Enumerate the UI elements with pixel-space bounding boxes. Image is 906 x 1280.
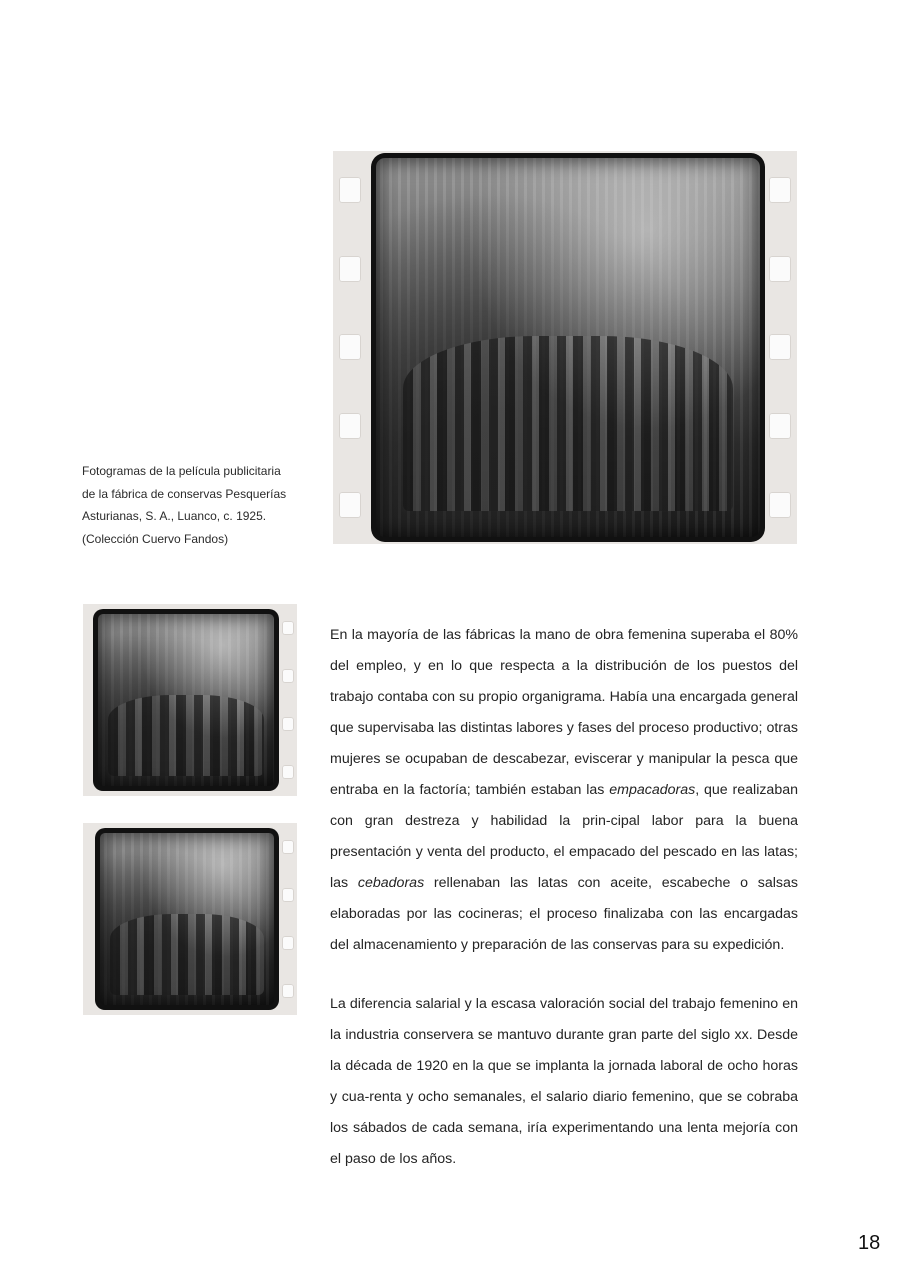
workers-silhouettes [403,336,734,511]
body-text [330,620,798,1175]
film-sprockets-right [765,151,795,544]
page-number: 18 [858,1232,881,1254]
film-still-bottom [83,823,297,1015]
caption-line: de la fábrica de conservas Pesquerías [82,486,287,501]
text-span: rellenaban las latas con aceite, escabeche o salsas elaboradas por las cocineras; el proceso finalizaba con las encargadas del almacenamiento y preparación de las conservas para su expedición. [330,875,799,953]
paragraph-2: La diferencia salarial y la escasa valoración social del trabajo femenino en la industria conservera se mantuvo durante gran parte del siglo xx. Desde la década de 1920 en la que se implanta la jornada laboral de ocho horas y cua-renta y ocho semanales, el salario diario femenino, que se cobraba los sábados de cada semana, iría experimentando una lenta mejoría con el paso de los años. [330,996,798,1167]
emphasis-cebadoras: cebadoras [357,875,425,891]
emphasis-empacadoras: empacadoras [609,782,696,798]
caption-line: Fotogramas de la película publicitaria [82,464,281,478]
text-span: En la mayoría de las fábricas la mano de obra femenina superaba el 80% del empleo, y en lo que respecta a la distribución de los puestos del trabajo contaba con su propio organigrama. Había una encargada general que supervisaba las distintas labores y fases del proceso productivo; otras mujeres se ocupaban de descabezar, eviscerar y manipular la pesca que entraba en la factoría; también estaban las [330,627,798,798]
paragraph-1 [330,620,798,961]
film-sprockets-right [280,604,296,796]
caption-line: (Colección Cuervo Fandos) [82,531,229,546]
factory-workers-photo [371,153,765,542]
women-packing-photo [93,609,279,791]
text-span: , que realizaban con gran destreza y habilidad la prin-cipal labor para la buena presentación y venta del producto, el empacado del pescado en las latas; las [330,782,798,891]
workers-silhouettes [110,914,265,996]
film-still-middle [83,604,297,796]
film-still-top [333,151,797,544]
image-caption [82,460,302,550]
film-sprockets-left [335,151,365,544]
factory-floor-photo [95,828,279,1010]
caption-line: Asturianas, S. A., Luanco, c. 1925. [82,509,267,523]
workers-silhouettes [108,695,264,777]
film-sprockets-right [280,823,296,1015]
